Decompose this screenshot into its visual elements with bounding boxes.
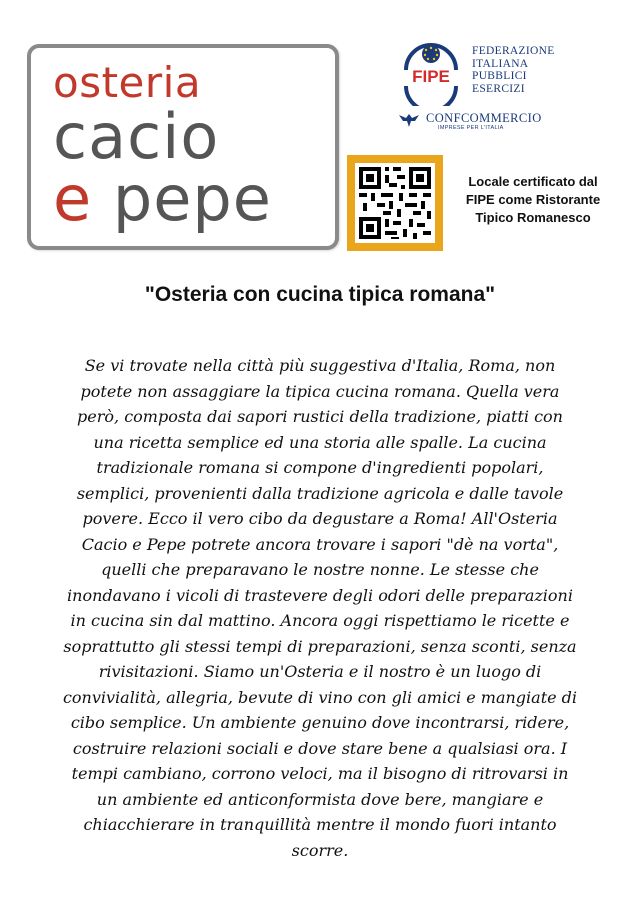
confcommercio-logo — [398, 110, 558, 132]
qr-code-icon — [355, 163, 435, 243]
page-headline: "Osteria con cucina tipica romana" — [144, 283, 496, 306]
description-paragraph: Se vi trovate nella città più suggestiva d'Italia, Roma, non potete non assaggiare la tipica cucina romana. Quella vera però, composta dai sapori rustici della tradizione, piatti con una ricetta semplice ed una storia alle spalle. La cucina tradizionale romana si compone d'ingredienti popolari, semplici, provenienti dalla tradizione agricola e dalle tavole povere. Ecco il vero cibo da degustare a Roma! All'Osteria Cacio e Pepe potrete ancora trovare i sapori "dè na vorta", quelli che preparavano le nostre nonne. Le stesse che inondavano i vicoli di trastevere degli odori delle preparazioni in cucina sin dal mattino. Ancora oggi rispettiamo le ricette e soprattutto gli stessi tempi di preparazioni, senza sconti, senza rivisitazioni. Siamo un'Osteria e il nostro è un luogo di convivialità, allegria, bevute di vino con gli amici e mangiate di cibo semplice. Un ambiente genuino dove incontrarsi, ridere, costruire relazioni sociali e dove stare bene a qualsiasi ora. I tempi cambiano, corrono veloci, ma il bisogno di ritrovarsi in un ambiente ed anticonformista dove bere, mangiare e chiacchierare in tranquillità mentre il mondo fuori intanto scorre. — [62, 356, 578, 860]
eagle-icon — [398, 112, 420, 128]
fipe-logo — [398, 40, 558, 110]
fipe-name-line: ITALIANA — [472, 57, 529, 70]
fipe-name-line: FEDERAZIONE — [472, 45, 555, 57]
fipe-emblem-icon — [398, 40, 464, 106]
certification-line: Locale certificato dal — [468, 174, 598, 189]
confcommercio-name: CONFCOMMERCIO — [426, 111, 542, 125]
logo-word-osteria: osteria — [53, 58, 202, 107]
restaurant-logo — [27, 44, 339, 250]
certification-line: FIPE come Ristorante — [465, 192, 601, 207]
fipe-name-line: ESERCIZI — [472, 82, 525, 95]
certification-note — [458, 173, 608, 227]
confcommercio-subtitle: IMPRESE PER L'ITALIA — [438, 125, 504, 131]
logo-word-pepe: pepe — [112, 162, 272, 235]
logo-word-e-pepe — [53, 162, 272, 235]
fipe-name — [472, 45, 555, 95]
qr-code — [347, 155, 443, 251]
fipe-name-line: PUBBLICI — [472, 70, 527, 82]
logo-word-cacio: cacio — [53, 100, 220, 173]
logo-word-e: e — [53, 162, 93, 235]
fipe-emblem-label: FIPE — [412, 67, 450, 86]
certification-line: Tipico Romanesco — [475, 210, 591, 225]
